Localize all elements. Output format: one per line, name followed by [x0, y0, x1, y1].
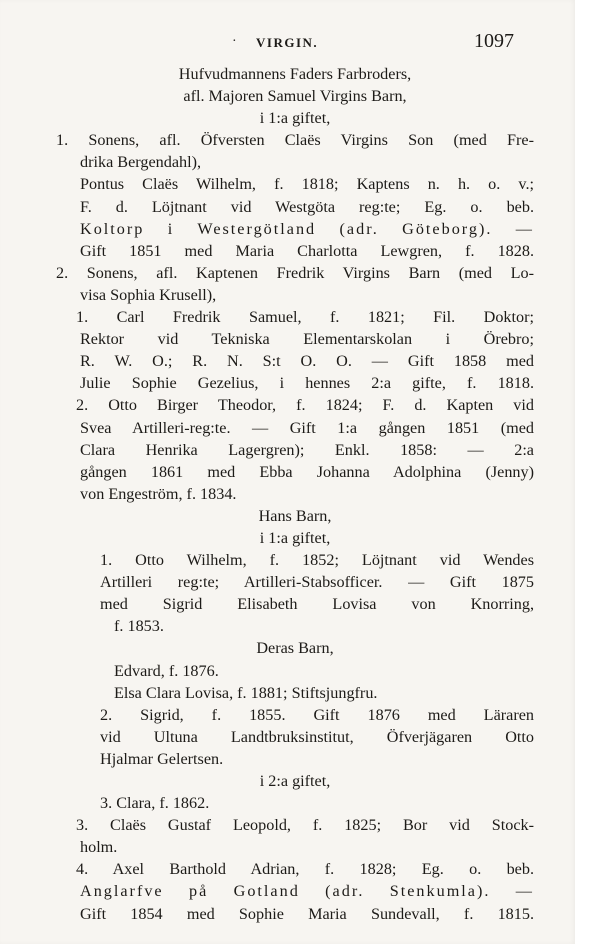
entry-line: 2. Sonens, afl. Kaptenen Fredrik Virgins Barn (med Lo-: [56, 263, 534, 282]
entry-line: Clara Henrika Lagergren); Enkl. 1858: — 2:a: [80, 440, 534, 459]
entry-line: 1. Otto Wilhelm, f. 1852; Löjtnant vid Wendes: [100, 551, 534, 570]
marriage-heading: i 1:a giftet,: [259, 528, 331, 547]
entry-line: f. 1853.: [114, 617, 164, 636]
marriage-heading: i 2:a giftet,: [259, 772, 331, 790]
entry-line: von Engeström, f. 1834.: [80, 484, 237, 503]
genealogy-text: [56, 63, 534, 925]
entry-line: holm.: [80, 838, 118, 857]
section-heading: Hufvudmannens Faders Farbroders,: [178, 65, 412, 83]
entry-line: 3. Claës Gustaf Leopold, f. 1825; Bor vid Stock-: [76, 816, 534, 835]
entry-line: drika Bergendahl),: [80, 153, 202, 172]
marriage-heading: i 1:a giftet,: [259, 109, 331, 128]
entry-line: Pontus Claës Wilhelm, f. 1818; Kaptens n. h. o. v.;: [80, 175, 534, 194]
entry-line: Gift 1851 med Maria Charlotta Lewgren, f. 1828.: [80, 241, 534, 260]
entry-line: Hjalmar Gelertsen.: [100, 749, 224, 768]
section-heading: Deras Barn,: [256, 639, 334, 658]
entry-line: 2. Sigrid, f. 1855. Gift 1876 med Läraren: [100, 705, 534, 724]
entry-line: Svea Artilleri-reg:te. — Gift 1:a gången 1851 (med: [80, 418, 534, 437]
entry-line: Edvard, f. 1876.: [114, 661, 219, 680]
entry-line: 4. Axel Barthold Adrian, f. 1828; Eg. o. beb.: [76, 860, 534, 879]
entry-line: gången 1861 med Ebba Johanna Adolphina (Jenny): [80, 462, 534, 481]
header-ornament: ·: [232, 34, 237, 49]
entry-line: Anglarfve på Gotland (adr. Stenkumla). —: [80, 882, 534, 901]
entry-line: F. d. Löjtnant vid Westgöta reg:te; Eg. o. beb.: [80, 197, 534, 216]
entry-line: Rektor vid Tekniska Elementarskolan i Örebro;: [80, 330, 534, 349]
section-heading: afl. Majoren Samuel Virgins Barn,: [183, 87, 407, 106]
page-margin: [575, 0, 591, 944]
entry-line: Elsa Clara Lovisa, f. 1881; Stiftsjungfru.: [114, 683, 378, 702]
page-number: 1097: [474, 30, 514, 52]
entry-line: visa Sophia Krusell),: [80, 285, 217, 304]
entry-line: Julie Sophie Gezelius, i hennes 2:a gifte, f. 1818.: [80, 374, 534, 393]
entry-line: 1. Sonens, afl. Öfversten Claës Virgins Son (med Fre-: [56, 131, 534, 150]
entry-line: med Sigrid Elisabeth Lovisa von Knorring,: [100, 595, 534, 614]
entry-line: R. W. O.; R. N. S:t O. O. — Gift 1858 med: [80, 352, 534, 371]
entry-line: Koltorp i Westergötland (adr. Göteborg). —: [80, 219, 534, 238]
entry-line: vid Ultuna Landtbruksinstitut, Öfverjägaren Otto: [100, 727, 534, 746]
entry-line: 2. Otto Birger Theodor, f. 1824; F. d. Kapten vid: [76, 396, 534, 415]
entry-line: Artilleri reg:te; Artilleri-Stabsofficer. — Gift 1875: [100, 573, 534, 592]
entry-line: 1. Carl Fredrik Samuel, f. 1821; Fil. Doktor;: [76, 308, 534, 327]
entry-line: 3. Clara, f. 1862.: [100, 794, 210, 813]
entry-line: Gift 1854 med Sophie Maria Sundevall, f. 1815.: [80, 904, 534, 923]
header-title: VIRGIN.: [256, 35, 319, 50]
section-heading: Hans Barn,: [258, 506, 332, 525]
running-header: [0, 30, 575, 54]
